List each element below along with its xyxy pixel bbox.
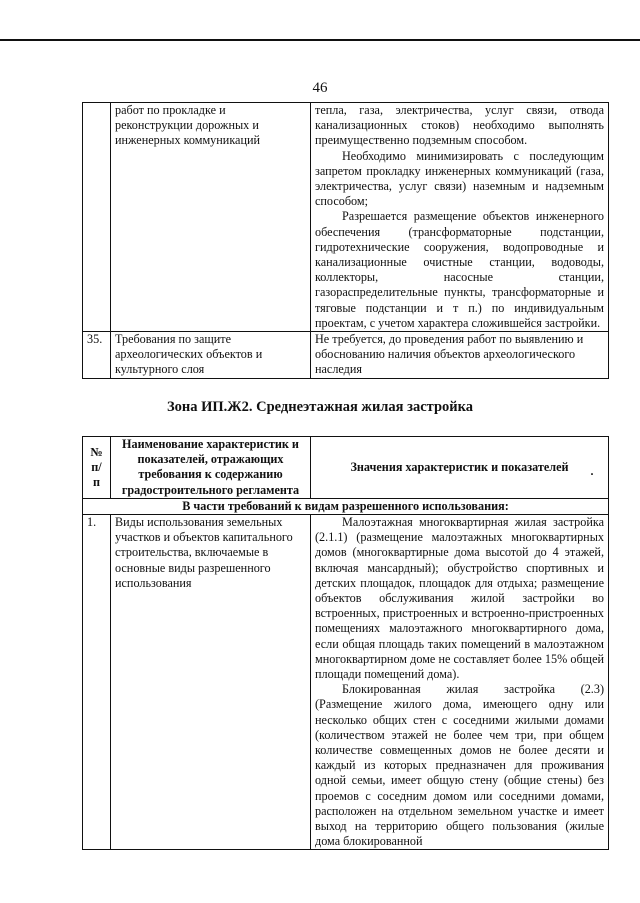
value-cell: Не требуется, до проведения работ по выявлению и обоснованию наличия объектов археологического наследия	[311, 332, 609, 379]
characteristic-cell: работ по прокладке и реконструкции дорожных и инженерных коммуникаций	[111, 103, 311, 332]
page-number: 46	[312, 80, 328, 96]
table-row	[83, 103, 609, 332]
value-paragraph: Малоэтажная многоквартирная жилая застройка (2.1.1) (размещение малоэтажных многоквартирных домов (многоквартирные дома высотой до 4 этажей, включая мансардный); обустройство спортивных и детских площадок, площадок для отдыха; размещение объектов обслуживания жилой застройки во встроенных, пристроенных и встроенно-пристроенных помещениях малоэтажного многоквартирного дома, если общая площадь таких помещений в малоэтажном многоквартирном доме не составляет более 15% общей площади помещений дома).	[315, 515, 604, 682]
row-number-cell: 35.	[83, 332, 111, 379]
characteristic-cell: Требования по защите археологических объектов и культурного слоя	[111, 332, 311, 379]
zone-title: Зона ИП.Ж2. Среднеэтажная жилая застройка	[166, 399, 474, 415]
value-cell	[311, 103, 609, 332]
value-paragraph: Необходимо минимизировать с последующим запретом прокладку инженерных коммуникаций (газа, электричества, услуг связи) наземным и надземным способом;	[315, 148, 604, 209]
top-rule	[0, 39, 640, 41]
row-number-cell: 1.	[83, 515, 111, 850]
value-paragraph: тепла, газа, электричества, услуг связи, отвода канализационных стоков) необходимо выполнять преимущественно подземным способом.	[315, 103, 604, 148]
header-value-label: Значения характеристик и показателей	[350, 459, 569, 474]
section-row	[83, 498, 609, 514]
header-value	[311, 437, 609, 499]
zone-regulation-table	[82, 436, 609, 850]
value-paragraph: Блокированная жилая застройка (2.3) (Размещение жилого дома, имеющего одну или несколько общих стен с соседними жилыми домами (количеством этажей не более чем три, при общем количестве совмещенных домов не более десяти и каждый из которых предназначен для проживания одной семьи, имеет общую стену (общие стены) без проемов с соседним домом или соседними домами, расположен на отдельном земельном участке и имеет выход на территорию общего пользования (жилые дома блокированной	[315, 682, 604, 849]
characteristic-cell: Виды использования земельных участков и объектов капитального строительства, включаемые в основные виды разрешенного использования	[111, 515, 311, 850]
header-row	[83, 437, 609, 499]
row-number-cell	[83, 103, 111, 332]
header-mark: ·	[589, 467, 594, 481]
header-characteristic: Наименование характеристик и показателей, отражающих требования к содержанию градостроительного регламента	[111, 437, 311, 499]
table-row	[83, 515, 609, 850]
regulation-table-continued	[82, 102, 609, 379]
header-number: № п/ п	[83, 437, 111, 499]
table-row	[83, 332, 609, 379]
section-title: В части требований к видам разрешенного использования:	[83, 498, 609, 514]
value-cell	[311, 515, 609, 850]
value-paragraph: Разрешается размещение объектов инженерного обеспечения (трансформаторные подстанции, гидротехнические сооружения, водопроводные и канализационные очистные станции, водоводы, коллекторы, насосные станции, газораспределительные пункты, трансформаторные и тяговые подстанции и т п.) по индивидуальным проектам, с учетом характера сложившейся застройки.	[315, 209, 604, 330]
